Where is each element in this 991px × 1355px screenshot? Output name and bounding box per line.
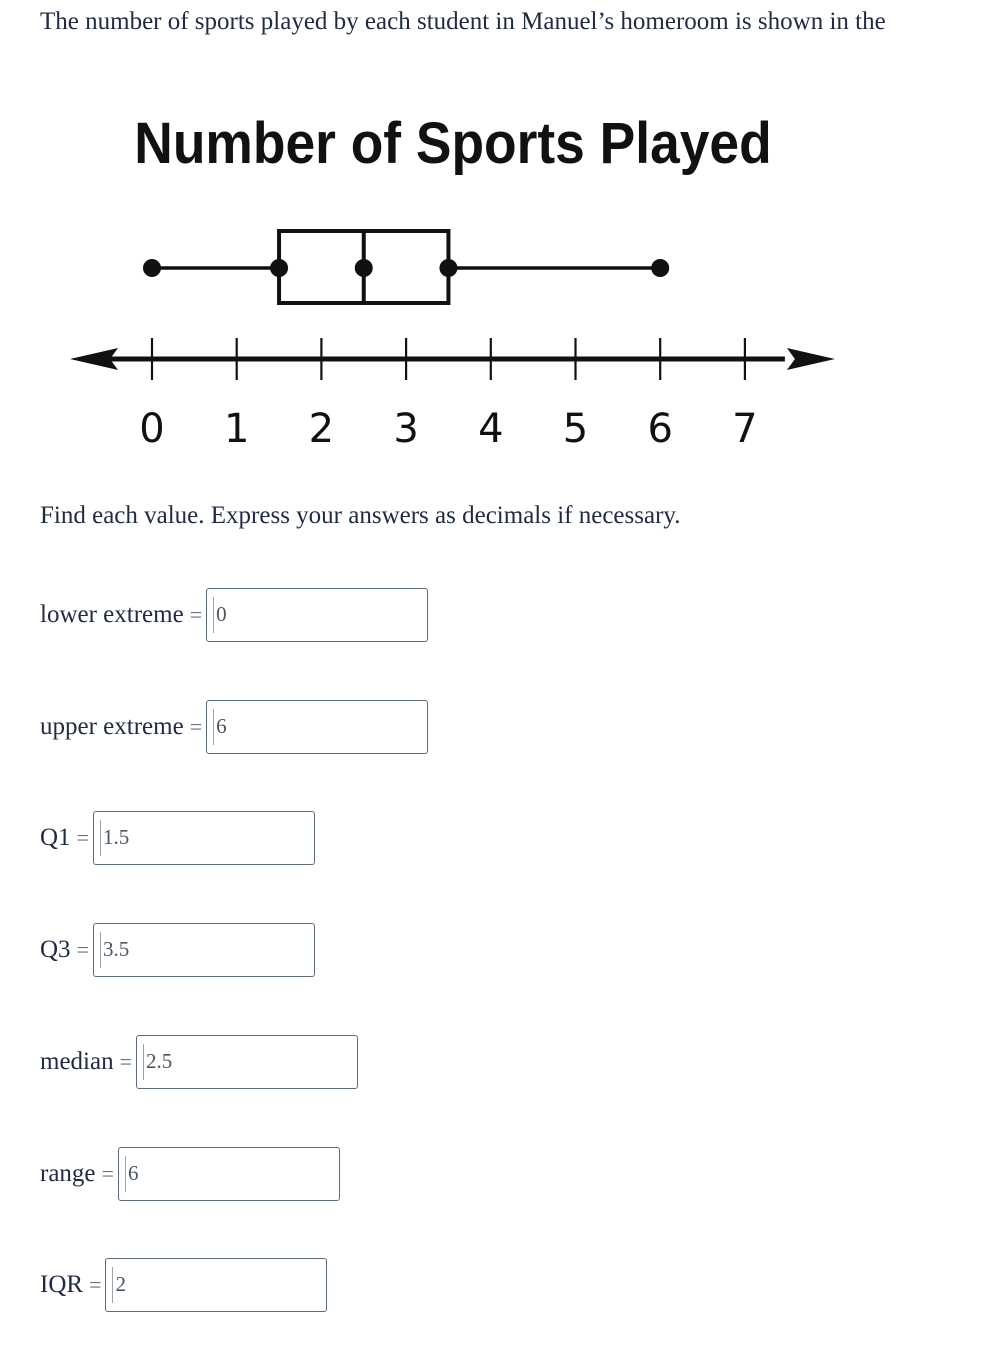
box-plot (143, 231, 669, 303)
equals-sign: = (89, 1272, 102, 1297)
box-plot-svg (60, 100, 850, 470)
number-line (70, 338, 835, 452)
answer-row-lower-extreme (40, 588, 428, 642)
answer-label: range (40, 1160, 96, 1187)
input-value: 2 (115, 1272, 126, 1296)
tick-label: 2 (308, 406, 335, 452)
answer-row-range (40, 1147, 340, 1201)
axis-arrow-right (787, 348, 835, 370)
answer-row-median (40, 1035, 358, 1089)
answer-label: upper extreme (40, 713, 184, 740)
max-point (651, 259, 669, 277)
text-caret (112, 1267, 113, 1303)
answer-label: median (40, 1048, 114, 1075)
tick-label: 7 (732, 406, 758, 452)
median-input[interactable] (136, 1035, 358, 1089)
equals-sign: = (119, 1049, 133, 1074)
text-caret (143, 1044, 144, 1080)
equals-sign: = (189, 602, 203, 627)
equals-sign: = (76, 825, 89, 850)
input-value: 2.5 (146, 1049, 173, 1073)
answer-row-q1 (40, 811, 315, 865)
median-point (355, 259, 373, 277)
text-caret (125, 1156, 126, 1192)
range-input[interactable] (118, 1147, 340, 1201)
tick-label: 0 (139, 406, 165, 452)
text-caret (213, 597, 214, 633)
instructions-text: Find each value. Express your answers as decimals if necessary. (40, 502, 681, 529)
iqr-input[interactable] (105, 1258, 327, 1312)
min-point (143, 259, 161, 277)
input-value: 6 (127, 1161, 139, 1185)
q1-point (270, 259, 288, 277)
q3-point (439, 259, 457, 277)
tick-label: 1 (223, 406, 250, 452)
input-value: 1.5 (102, 825, 130, 849)
text-caret (100, 932, 101, 968)
question-intro: The number of sports played by each student in Manuel’s homeroom is shown in the (40, 8, 886, 35)
q3-input[interactable] (93, 923, 315, 977)
tick-label: 5 (562, 406, 589, 452)
text-caret (213, 709, 214, 745)
answer-row-upper-extreme (40, 700, 428, 754)
input-value: 3.5 (102, 937, 130, 961)
answer-row-q3 (40, 923, 315, 977)
equals-sign: = (76, 937, 89, 962)
tick-label: 6 (647, 406, 673, 452)
box-plot-chart (60, 100, 850, 470)
upper-extreme-input[interactable] (206, 700, 428, 754)
input-value: 0 (216, 602, 227, 626)
lower-extreme-input[interactable] (206, 588, 428, 642)
q1-input[interactable] (93, 811, 315, 865)
equals-sign: = (189, 714, 203, 739)
input-value: 6 (216, 714, 227, 738)
text-caret (100, 820, 101, 856)
chart-title: Number of Sports Played (134, 110, 772, 176)
answer-label: Q1 (40, 824, 71, 851)
answer-label: IQR (40, 1271, 84, 1298)
answer-label: Q3 (40, 936, 71, 963)
equals-sign: = (101, 1161, 114, 1186)
answer-row-iqr (40, 1258, 327, 1312)
tick-label: 4 (478, 406, 504, 452)
tick-label: 3 (393, 406, 419, 452)
answer-label: lower extreme (40, 601, 184, 628)
